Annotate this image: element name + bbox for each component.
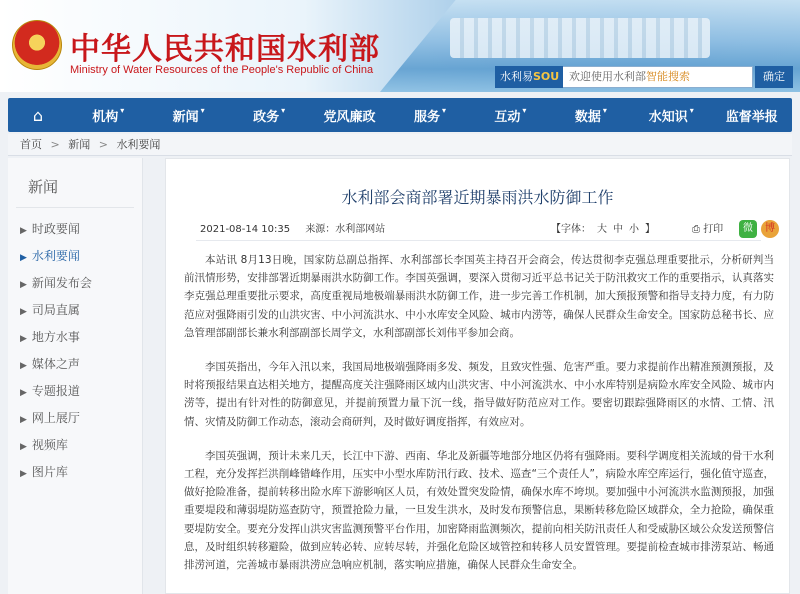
- chevron-down-icon: ▾: [441, 105, 446, 115]
- arrow-right-icon: ▶: [20, 253, 27, 263]
- article-paragraph: 本站讯 8月13日晚，国家防总副总指挥、水利部部长李国英主持召开会商会，传达贯彻李克强总理重要批示，分析研判当前汛情形势，安排部署近期暴雨洪水防御工作。李国英强调，要深入贯彻习近平总书记关于防汛救灾工作的重要指示，认真落实李克强总理重要批示要求，高度重视局地极端暴雨洪水防御工作，进一步完善工作机制，加大预报预警和指导支持力度，有力防范应对强降雨引发的山洪灾害、中小河流洪水、中小水库安全风险、城市内涝等，确保人民群众生命安全。国家防总秘书长、应急管理部副部长兼水利部副部长周学文，水利部副部长刘伟平参加会商。: [184, 254, 774, 339]
- sidebar-item-local[interactable]: [8, 324, 142, 351]
- arrow-right-icon: ▶: [20, 361, 27, 371]
- nav-item-label: 政务: [253, 109, 280, 125]
- sidebar-item-departments[interactable]: [8, 297, 142, 324]
- emblem-star-icon: ★: [30, 36, 44, 52]
- header-background-dam: [450, 18, 710, 58]
- sidebar-title: 新闻: [16, 158, 134, 208]
- search-brand-sou: SOU: [533, 70, 560, 83]
- chevron-down-icon: ▾: [602, 105, 607, 115]
- nav-item-affairs[interactable]: [229, 106, 309, 125]
- nav-item-integrity[interactable]: [309, 106, 389, 125]
- nav-item-label: 机构: [92, 109, 119, 125]
- nav-item-interaction[interactable]: [470, 106, 550, 125]
- arrow-right-icon: ▶: [20, 226, 27, 236]
- breadcrumb-home[interactable]: 首页: [20, 138, 42, 151]
- article-paragraph: 李国英强调，预计未来几天，长江中下游、西南、华北及新疆等地部分地区仍将有强降雨。要科学调度相关流域的骨干水利工程，充分发挥拦洪削峰错峰作用，压实中小型水库防汛行政、技术、巡查“三个责任人”，病险水库空库运行，强化值守巡查，做好抢险准备，提前转移出险水库下游影响区人员，有效处置突发险情，确保水库不垮坝。要加强中小河流洪水监测预报，加强重要堤段和薄弱堤防巡查防守，预置抢险力量，一旦发生洪水，及时发布预警信息，果断转移危险区域群众，全力抢险，确保重要堤防安全。要充分发挥山洪灾害监测预警平台作用，加密降雨监测频次，提前向相关防汛责任人和受威胁区域公众发送预警信息，及时组织转移避险，做到应转必转、应转尽转，并强化危险区域管控和转移人员安置管理。要提前检查城市排涝泵站、畅通排涝河道，完善城市暴雨洪涝应急响应机制，落实响应措施，确保人民群众生命安全。: [184, 449, 774, 572]
- breadcrumb-separator: >: [98, 138, 108, 151]
- arrow-right-icon: ▶: [20, 469, 27, 479]
- sidebar-item-label: 地方水事: [31, 330, 80, 344]
- arrow-right-icon: ▶: [20, 334, 27, 344]
- sidebar-item-label: 新闻发布会: [31, 276, 92, 290]
- sidebar-item-video[interactable]: [8, 432, 142, 459]
- sidebar-item-label: 图片库: [31, 465, 68, 479]
- nav-item-label: 水知识: [648, 109, 688, 125]
- weibo-share-icon[interactable]: 博: [761, 220, 779, 238]
- sidebar-item-images[interactable]: [8, 459, 142, 486]
- article-paragraph: 李国英指出，今年入汛以来，我国局地极端强降雨多发、频发，且致灾性强、危害严重。要力求提前作出精准预测预报，及时将预报结果直达相关地方，提醒高度关注强降雨区域内山洪灾害、中小河流洪水、中小水库特别是病险水库安全风险、城市内涝等，提出有针对性的防御意见，并提前预置力量下沉一线，指导做好防范应对工作。要密切跟踪强降雨区的水情、工情、汛情、灾情及防御工作动态，滚动会商研判，及时做好调度指挥，有效应对。: [184, 361, 774, 428]
- search-brand-text: 水利易: [500, 70, 533, 83]
- nav-item-knowledge[interactable]: [631, 106, 711, 125]
- nav-item-label: 党风廉政: [323, 109, 376, 125]
- sidebar-list: [8, 216, 142, 486]
- nav-item-label: 服务: [413, 109, 440, 125]
- breadcrumb-news[interactable]: 新闻: [68, 138, 91, 151]
- search-placeholder: 欢迎使用水利部: [569, 70, 646, 83]
- search-input[interactable]: [563, 66, 753, 88]
- printer-icon: ⎙: [692, 224, 700, 235]
- site-title[interactable]: 中华人民共和国水利部: [70, 32, 380, 67]
- sidebar-item-press-conference[interactable]: [8, 270, 142, 297]
- search-submit-button[interactable]: 确定: [755, 66, 793, 88]
- breadcrumb: [8, 134, 792, 156]
- search-placeholder-highlight: 智能搜索: [646, 70, 690, 83]
- site-header: [0, 0, 800, 92]
- nav-item-services[interactable]: [390, 106, 470, 125]
- home-icon[interactable]: ⌂: [32, 105, 44, 125]
- article-title: 水利部会商部署近期暴雨洪水防御工作: [341, 188, 614, 207]
- font-size-small[interactable]: 小: [629, 224, 639, 235]
- sidebar-item-label: 视频库: [31, 438, 68, 452]
- nav-item-label: 新闻: [172, 109, 199, 125]
- print-button[interactable]: [692, 219, 723, 241]
- article-date: 2021-08-14 10:35: [200, 224, 291, 235]
- sidebar-item-label: 媒体之声: [31, 357, 80, 371]
- site-subtitle: Ministry of Water Resources of the People's Republic of China: [70, 64, 374, 76]
- sidebar-item-politics[interactable]: [8, 216, 142, 243]
- sidebar-item-label: 司局直属: [31, 303, 80, 317]
- nav-item-data[interactable]: [551, 106, 631, 125]
- sidebar-item-water-news[interactable]: [8, 243, 142, 270]
- font-size-label: 【字体：: [551, 224, 591, 235]
- sidebar-item-special[interactable]: [8, 378, 142, 405]
- national-emblem-icon[interactable]: [12, 20, 62, 70]
- nav-item-label: 互动: [494, 109, 521, 125]
- arrow-right-icon: ▶: [20, 388, 27, 398]
- sidebar-item-label: 水利要闻: [31, 249, 80, 263]
- search-brand-logo: [495, 66, 563, 88]
- article-meta: [196, 219, 775, 241]
- arrow-right-icon: ▶: [20, 307, 27, 317]
- print-label: 打印: [703, 224, 724, 235]
- chevron-down-icon: ▾: [522, 105, 527, 115]
- sidebar: [8, 158, 143, 594]
- search-bar: [495, 66, 795, 88]
- font-size-large[interactable]: 大: [597, 224, 607, 235]
- sidebar-item-media[interactable]: [8, 351, 142, 378]
- chevron-down-icon: ▾: [689, 105, 694, 115]
- chevron-down-icon: ▾: [120, 105, 125, 115]
- sidebar-item-exhibition[interactable]: [8, 405, 142, 432]
- chevron-down-icon: ▾: [200, 105, 205, 115]
- font-size-medium[interactable]: 中: [613, 224, 623, 235]
- nav-item-news[interactable]: [148, 106, 228, 125]
- breadcrumb-separator: >: [50, 138, 60, 151]
- nav-item-label: 监督举报: [725, 109, 778, 125]
- article-body: [184, 251, 774, 590]
- breadcrumb-current[interactable]: 水利要闻: [116, 138, 161, 151]
- nav-item-label: 数据: [574, 109, 601, 125]
- wechat-share-icon[interactable]: 微: [739, 220, 757, 238]
- sidebar-item-label: 专题报道: [31, 384, 80, 398]
- article-source: 来源：水利部网站: [305, 224, 386, 235]
- nav-item-report[interactable]: [712, 106, 792, 125]
- chevron-down-icon: ▾: [281, 105, 286, 115]
- arrow-right-icon: ▶: [20, 442, 27, 452]
- main-nav: [8, 98, 792, 132]
- sidebar-item-label: 网上展厅: [31, 411, 80, 425]
- article: [165, 158, 790, 594]
- arrow-right-icon: ▶: [20, 280, 27, 290]
- nav-item-org[interactable]: [68, 106, 148, 125]
- arrow-right-icon: ▶: [20, 415, 27, 425]
- sidebar-item-label: 时政要闻: [31, 222, 80, 236]
- font-size-close: 】: [645, 224, 655, 235]
- font-size-control: [551, 219, 655, 241]
